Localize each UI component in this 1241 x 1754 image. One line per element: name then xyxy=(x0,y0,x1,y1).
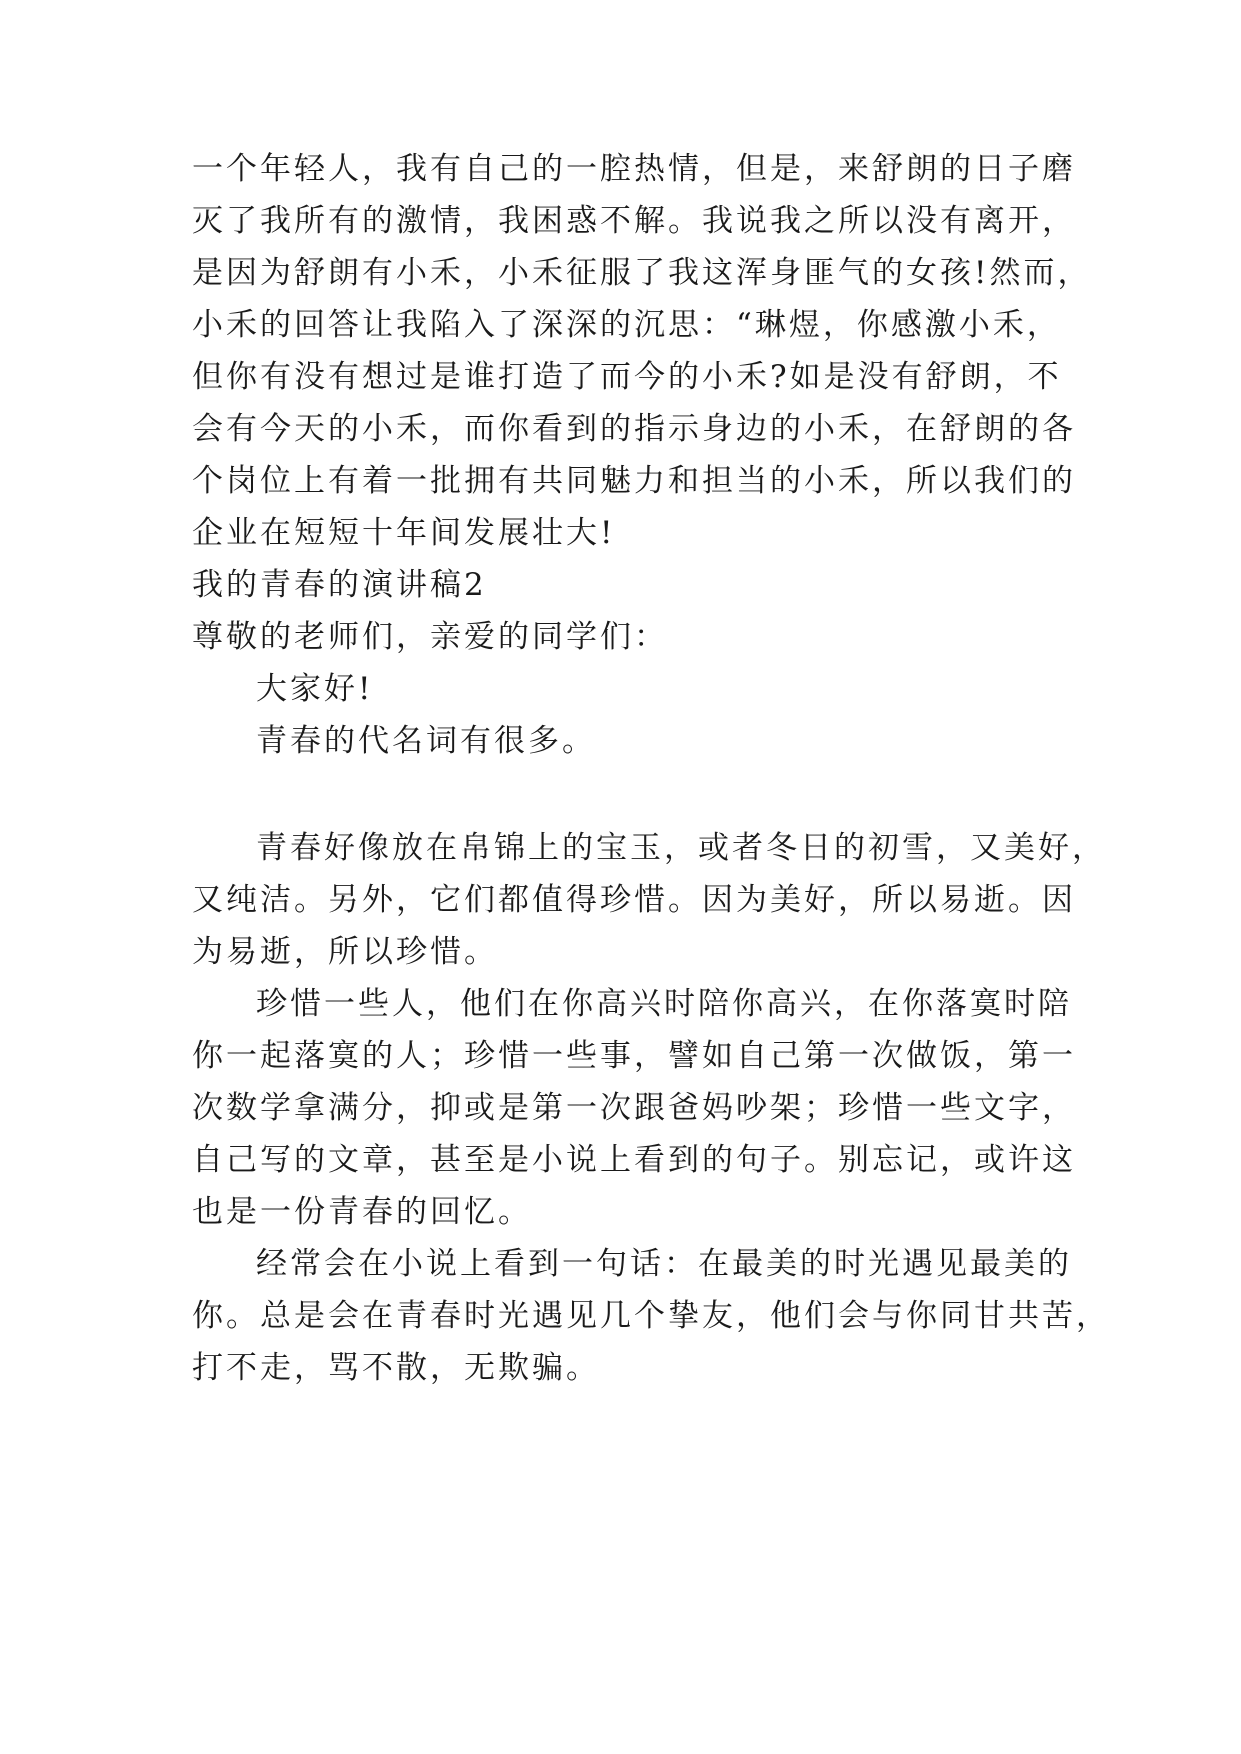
greeting: 大家好! xyxy=(256,671,374,707)
text-line: 青春好像放在帛锦上的宝玉，或者冬日的初雪，又美好， xyxy=(256,830,1106,866)
text-line: 你。总是会在青春时光遇见几个挚友，他们会与你同甘共苦， xyxy=(192,1298,1110,1334)
text-line: 自己写的文章，甚至是小说上看到的句子。别忘记，或许这 xyxy=(192,1142,1076,1178)
text-line: 一个年轻人，我有自己的一腔热情，但是，来舒朗的日子磨 xyxy=(192,151,1076,187)
text-line: 又纯洁。另外，它们都值得珍惜。因为美好，所以易逝。因 xyxy=(192,882,1076,918)
text-line: 次数学拿满分，抑或是第一次跟爸妈吵架；珍惜一些文字， xyxy=(192,1090,1076,1126)
text-line: 企业在短短十年间发展壮大! xyxy=(192,515,616,551)
text-line: 会有今天的小禾，而你看到的指示身边的小禾，在舒朗的各 xyxy=(192,411,1076,447)
text-line: 经常会在小说上看到一句话：在最美的时光遇见最美的 xyxy=(256,1246,1072,1282)
salutation: 尊敬的老师们，亲爱的同学们： xyxy=(192,619,668,655)
text-line: 你一起落寞的人；珍惜一些事，譬如自己第一次做饭，第一 xyxy=(192,1038,1076,1074)
text-line: 珍惜一些人，他们在你高兴时陪你高兴，在你落寞时陪 xyxy=(256,986,1072,1022)
text-line: 小禾的回答让我陷入了深深的沉思：“琳煜，你感激小禾， xyxy=(192,307,1061,343)
text-line: 是因为舒朗有小禾，小禾征服了我这浑身匪气的女孩!然而， xyxy=(192,255,1092,291)
text-line: 灭了我所有的激情，我困惑不解。我说我之所以没有离开， xyxy=(192,203,1076,239)
text-line: 打不走，骂不散，无欺骗。 xyxy=(192,1350,600,1386)
text-line: 也是一份青春的回忆。 xyxy=(192,1194,532,1230)
text-line: 但你有没有想过是谁打造了而今的小禾?如是没有舒朗，不 xyxy=(192,359,1062,395)
section-title: 我的青春的演讲稿2 xyxy=(192,567,487,603)
text-line: 为易逝，所以珍惜。 xyxy=(192,934,498,970)
text-line: 青春的代名词有很多。 xyxy=(256,723,596,759)
text-line: 个岗位上有着一批拥有共同魅力和担当的小禾，所以我们的 xyxy=(192,463,1076,499)
